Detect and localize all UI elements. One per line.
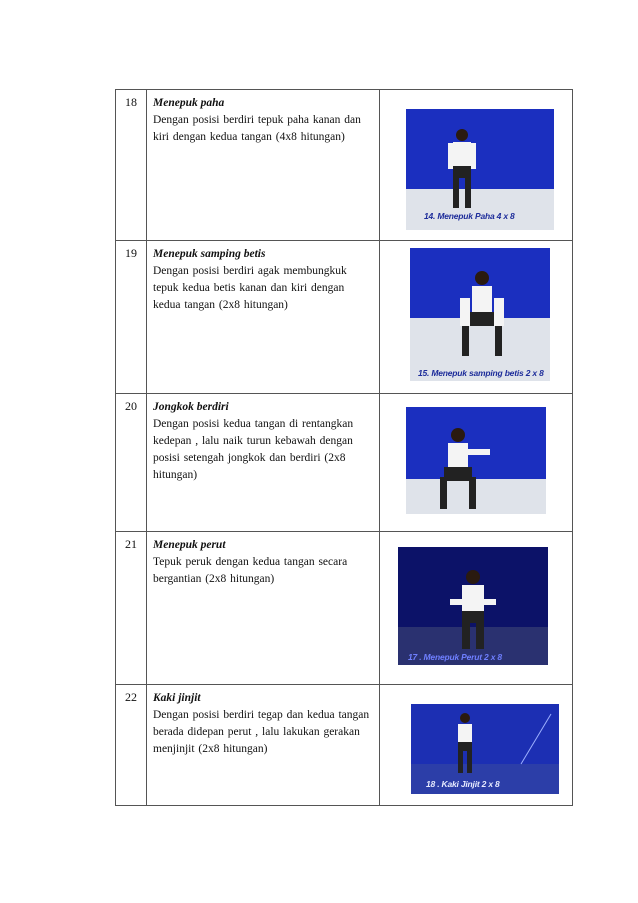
row-number: 21 bbox=[116, 532, 147, 685]
exercise-text: Tepuk peruk dengan kedua tangan secara bergantian (2x8 hitungan) bbox=[153, 556, 348, 585]
row-picture-cell bbox=[380, 685, 573, 806]
row-description bbox=[147, 90, 380, 241]
table-row bbox=[116, 532, 573, 685]
photo-caption: 18 . Kaki Jinjit 2 x 8 bbox=[426, 779, 500, 789]
exercise-photo bbox=[410, 248, 550, 381]
row-picture-cell bbox=[380, 90, 573, 241]
row-description bbox=[147, 685, 380, 806]
exercise-table bbox=[115, 89, 573, 806]
exercise-text: Dengan posisi kedua tangan di rentangkan kedepan , lalu naik turun kebawah dengan posisi setengah jongkok dan berdiri (2x8 hitungan) bbox=[153, 418, 354, 481]
row-number: 19 bbox=[116, 241, 147, 394]
photo-caption: 14. Menepuk Paha 4 x 8 bbox=[424, 211, 515, 221]
exercise-text: Dengan posisi berdiri tepuk paha kanan dan kiri dengan kedua tangan (4x8 hitungan) bbox=[153, 114, 361, 143]
exercise-title: Menepuk samping betis bbox=[153, 248, 266, 260]
exercise-title: Kaki jinjit bbox=[153, 692, 201, 704]
row-description bbox=[147, 394, 380, 532]
exercise-photo bbox=[398, 547, 548, 665]
exercise-title: Jongkok berdiri bbox=[153, 401, 229, 413]
photo-caption: 15. Menepuk samping betis 2 x 8 bbox=[418, 368, 544, 378]
exercise-text: Dengan posisi berdiri tegap dan kedua tangan berada didepan perut , lalu lakukan gerakan menjinjit (2x8 hitungan) bbox=[153, 709, 370, 755]
exercise-title: Menepuk paha bbox=[153, 97, 225, 109]
row-picture-cell bbox=[380, 532, 573, 685]
row-picture-cell bbox=[380, 241, 573, 394]
table-row bbox=[116, 685, 573, 806]
row-number: 18 bbox=[116, 90, 147, 241]
exercise-photo bbox=[406, 407, 546, 514]
exercise-title: Menepuk perut bbox=[153, 539, 226, 551]
table-row bbox=[116, 241, 573, 394]
row-number: 20 bbox=[116, 394, 147, 532]
photo-caption: 17 . Menepuk Perut 2 x 8 bbox=[408, 652, 502, 662]
table-row bbox=[116, 394, 573, 532]
row-description bbox=[147, 241, 380, 394]
row-picture-cell bbox=[380, 394, 573, 532]
row-number: 22 bbox=[116, 685, 147, 806]
table-row bbox=[116, 90, 573, 241]
exercise-text: Dengan posisi berdiri agak membungkuk tepuk kedua betis kanan dan kiri dengan kedua tangan (2x8 hitungan) bbox=[153, 265, 347, 311]
row-description bbox=[147, 532, 380, 685]
